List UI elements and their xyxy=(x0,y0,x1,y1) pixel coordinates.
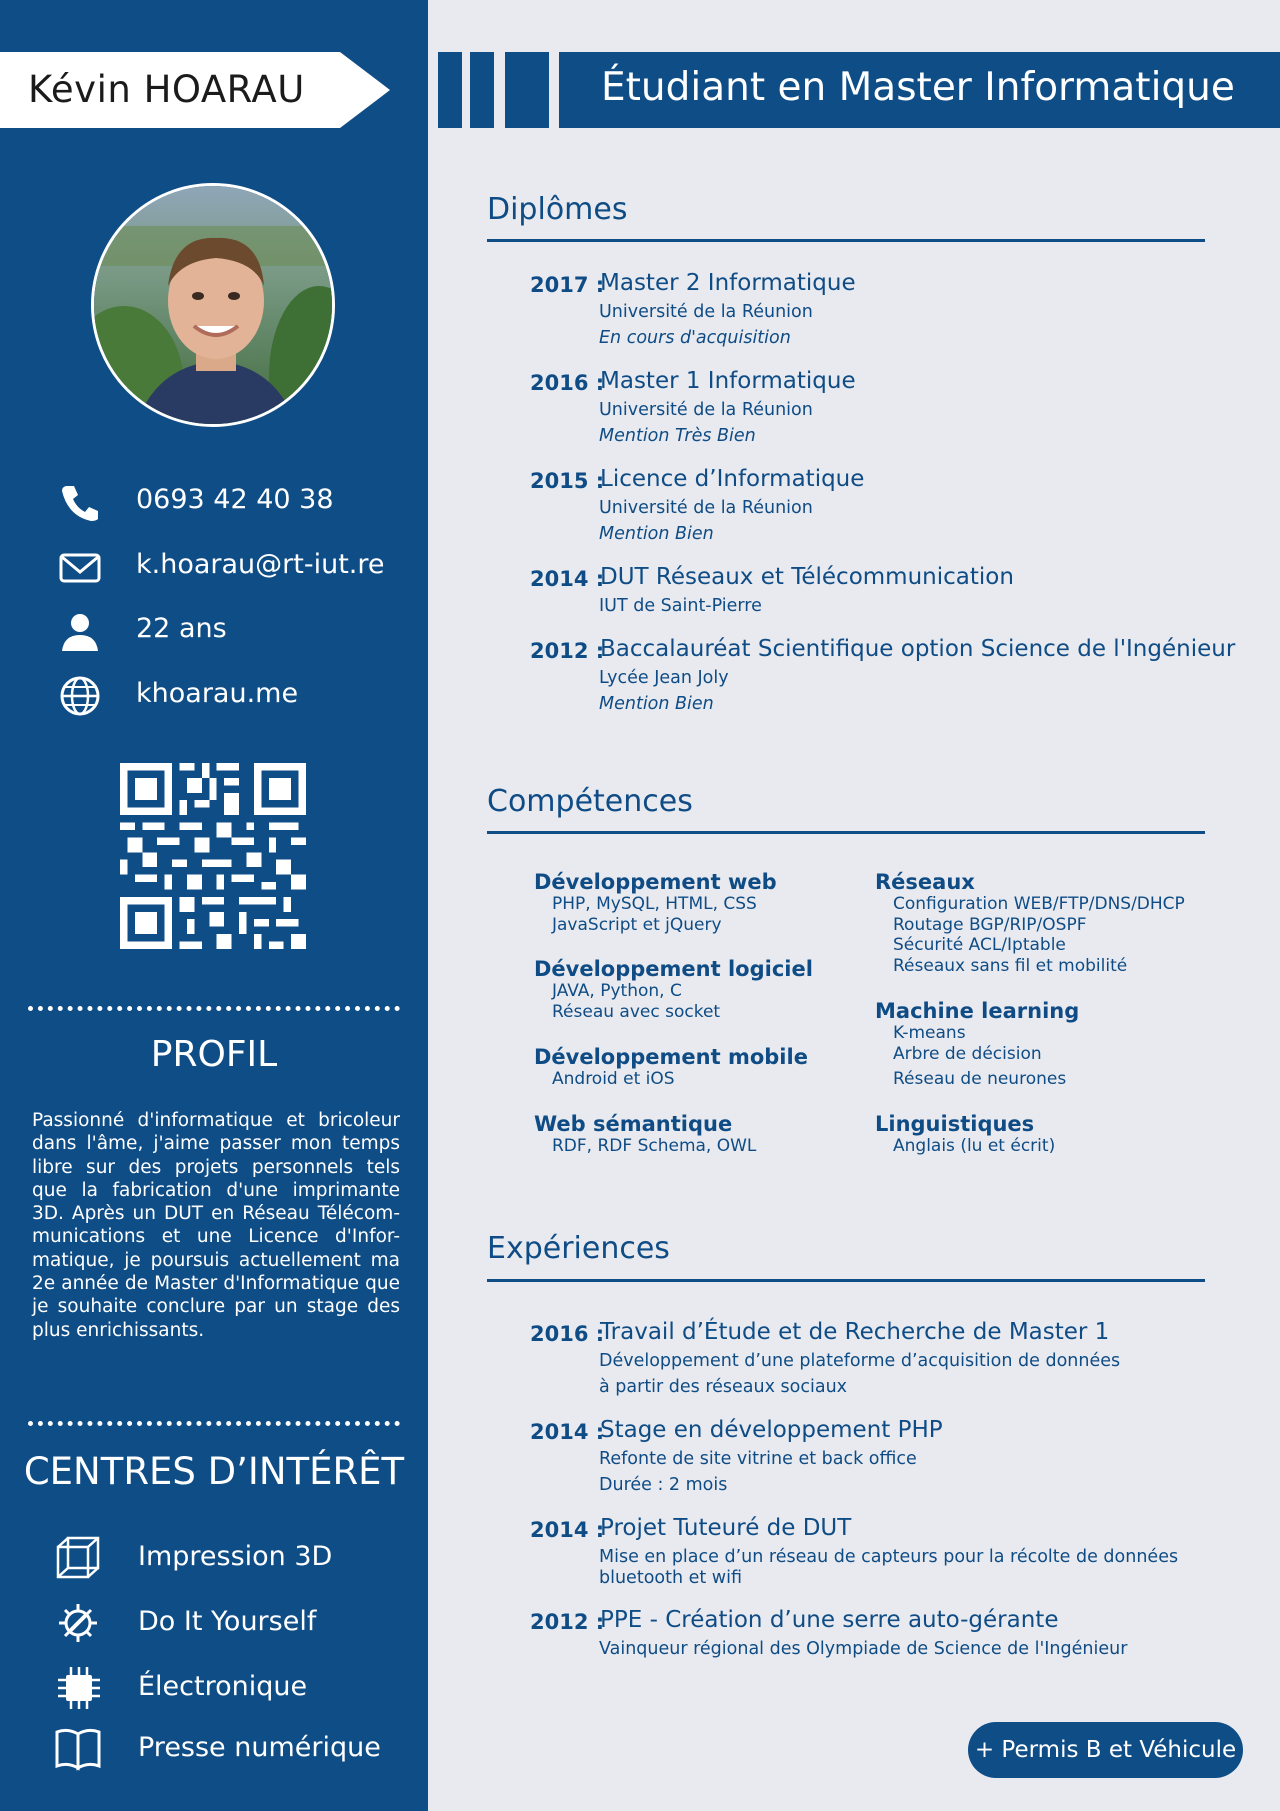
interest-label: Électronique xyxy=(138,1671,308,1702)
contact-age xyxy=(58,607,418,655)
section-rule xyxy=(487,1279,1205,1282)
entry-detail: Université de la Réunion xyxy=(599,400,813,420)
contact-value: 22 ans xyxy=(136,613,227,644)
tools-icon xyxy=(54,1600,102,1646)
user-icon xyxy=(58,611,104,651)
entry-year: 2016 : xyxy=(530,1322,605,1346)
divider-dots xyxy=(28,1421,400,1426)
skill-group xyxy=(534,957,894,1022)
skill-group xyxy=(875,1112,1235,1157)
entry-year: 2014 : xyxy=(530,1518,605,1542)
entry-detail: Développement d’une plateforme d’acquisition de données xyxy=(599,1351,1121,1371)
section-title-competences: Compétences xyxy=(487,784,693,819)
header-stripe xyxy=(505,52,549,128)
skill-group xyxy=(875,999,1235,1090)
profile-text: Passionné d'informatique et bricoleur dans l'âme, j'aime passer mon temps libre sur des projets personnels tels que la fabrication d'une imprimante 3D. Après un DUT en Réseau Télécom-munications et une Licence d'Infor-matique, je poursuis actuellement ma 2e année de Master d'Informatique que je souhaite conclure par un stage des plus enrichissants. xyxy=(32,1110,400,1341)
entry-detail: Université de la Réunion xyxy=(599,498,813,518)
entry-title: DUT Réseaux et Télécommunication xyxy=(600,564,1014,590)
entry-mention: Mention Très Bien xyxy=(599,426,756,446)
entry-detail: IUT de Saint-Pierre xyxy=(599,596,762,616)
skill-title: Linguistiques xyxy=(875,1112,1035,1136)
skill-line: JAVA, Python, C xyxy=(552,981,682,1001)
entry-detail: Université de la Réunion xyxy=(599,302,813,322)
entry-title: Baccalauréat Scientifique option Science de l'Ingénieur xyxy=(600,636,1236,662)
interests-title: CENTRES D’INTÉRÊT xyxy=(23,1450,405,1493)
section-rule xyxy=(487,239,1205,242)
interest-label: Impression 3D xyxy=(138,1541,333,1572)
entry-title: Licence d’Informatique xyxy=(600,466,865,492)
entry-year: 2014 : xyxy=(530,1420,605,1444)
skill-title: Machine learning xyxy=(875,999,1080,1023)
skill-line: Android et iOS xyxy=(552,1069,675,1089)
entry-title: Travail d’Étude et de Recherche de Master 1 xyxy=(600,1319,1110,1345)
entry-year: 2014 : xyxy=(530,567,605,591)
interest-item xyxy=(54,1598,414,1648)
entry-title: Master 1 Informatique xyxy=(600,368,856,394)
entry-detail: bluetooth et wifi xyxy=(599,1568,743,1588)
profile-photo xyxy=(91,183,335,427)
entry-year: 2012 : xyxy=(530,1610,605,1634)
header-stripe xyxy=(470,52,494,128)
skill-line: Arbre de décision xyxy=(893,1043,1042,1064)
book-icon xyxy=(54,1726,102,1772)
entry-mention: Mention Bien xyxy=(599,694,714,714)
contact-website[interactable] xyxy=(58,672,418,720)
entry-year: 2012 : xyxy=(530,639,605,663)
entry-detail: Lycée Jean Joly xyxy=(599,668,729,688)
skill-line: JavaScript et jQuery xyxy=(552,914,722,935)
skill-line: PHP, MySQL, HTML, CSS xyxy=(552,894,757,914)
entry-detail: Vainqueur régional des Olympiade de Science de l'Ingénieur xyxy=(599,1639,1128,1659)
name-banner xyxy=(0,52,390,128)
phone-icon xyxy=(58,482,104,522)
entry-title: Stage en développement PHP xyxy=(600,1417,943,1443)
entry-detail: à partir des réseaux sociaux xyxy=(599,1377,848,1397)
mail-icon xyxy=(58,547,104,587)
skill-line: K-means xyxy=(893,1023,966,1043)
contact-value: khoarau.me xyxy=(136,678,299,709)
interest-item xyxy=(54,1724,414,1774)
entry-detail: Mise en place d’un réseau de capteurs pour la récolte de données xyxy=(599,1547,1179,1567)
contact-value: 0693 42 40 38 xyxy=(136,484,334,515)
header-stripe xyxy=(438,52,462,128)
divider-dots xyxy=(28,1006,400,1011)
skill-line: Réseau de neurones xyxy=(893,1069,1067,1089)
permis-badge: + Permis B et Véhicule xyxy=(968,1722,1243,1778)
skill-group xyxy=(534,1045,894,1090)
profile-title: PROFIL xyxy=(150,1034,278,1075)
contact-value: k.hoarau@rt-iut.re xyxy=(136,549,385,580)
skill-line: Routage BGP/RIP/OSPF xyxy=(893,914,1087,935)
entry-year: 2015 : xyxy=(530,469,605,493)
person-name: Kévin HOARAU xyxy=(28,68,305,111)
skill-line: Sécurité ACL/Iptable xyxy=(893,935,1066,955)
section-title-diplomes: Diplômes xyxy=(487,192,628,227)
section-title-experiences: Expériences xyxy=(487,1231,670,1266)
contact-phone[interactable] xyxy=(58,478,418,526)
skill-title: Réseaux xyxy=(875,870,975,894)
entry-title: Projet Tuteuré de DUT xyxy=(600,1515,852,1541)
section-rule xyxy=(487,831,1205,834)
entry-title: PPE - Création d’une serre auto-gérante xyxy=(600,1607,1059,1633)
skill-title: Web sémantique xyxy=(534,1112,733,1136)
entry-mention: Mention Bien xyxy=(599,524,714,544)
entry-detail: Durée : 2 mois xyxy=(599,1475,728,1495)
entry-mention: En cours d'acquisition xyxy=(599,328,791,348)
qr-code[interactable] xyxy=(120,763,306,949)
entry-detail: Refonte de site vitrine et back office xyxy=(599,1449,917,1469)
skill-line: Réseau avec socket xyxy=(552,1001,721,1022)
skill-line: RDF, RDF Schema, OWL xyxy=(552,1136,757,1156)
contact-email[interactable] xyxy=(58,543,418,591)
skill-line: Réseaux sans fil et mobilité xyxy=(893,955,1128,976)
skill-group xyxy=(875,870,1235,976)
cube-icon xyxy=(54,1535,102,1581)
interest-label: Presse numérique xyxy=(138,1732,381,1763)
skill-group xyxy=(534,870,894,935)
entry-year: 2016 : xyxy=(530,371,605,395)
interest-label: Do It Yourself xyxy=(138,1606,317,1637)
skill-title: Développement mobile xyxy=(534,1045,808,1069)
skill-group xyxy=(534,1112,894,1157)
skill-line: Anglais (lu et écrit) xyxy=(893,1136,1056,1156)
interest-item xyxy=(54,1533,414,1583)
entry-year: 2017 : xyxy=(530,273,605,297)
interest-item xyxy=(54,1663,414,1713)
sidebar xyxy=(0,0,428,1811)
globe-icon xyxy=(58,676,104,716)
chip-icon xyxy=(54,1665,102,1711)
headline: Étudiant en Master Informatique xyxy=(601,65,1235,110)
skill-title: Développement web xyxy=(534,870,777,894)
skill-line: Configuration WEB/FTP/DNS/DHCP xyxy=(893,894,1185,914)
entry-title: Master 2 Informatique xyxy=(600,270,856,296)
profile-photo-image xyxy=(94,186,335,427)
skill-title: Développement logiciel xyxy=(534,957,813,981)
